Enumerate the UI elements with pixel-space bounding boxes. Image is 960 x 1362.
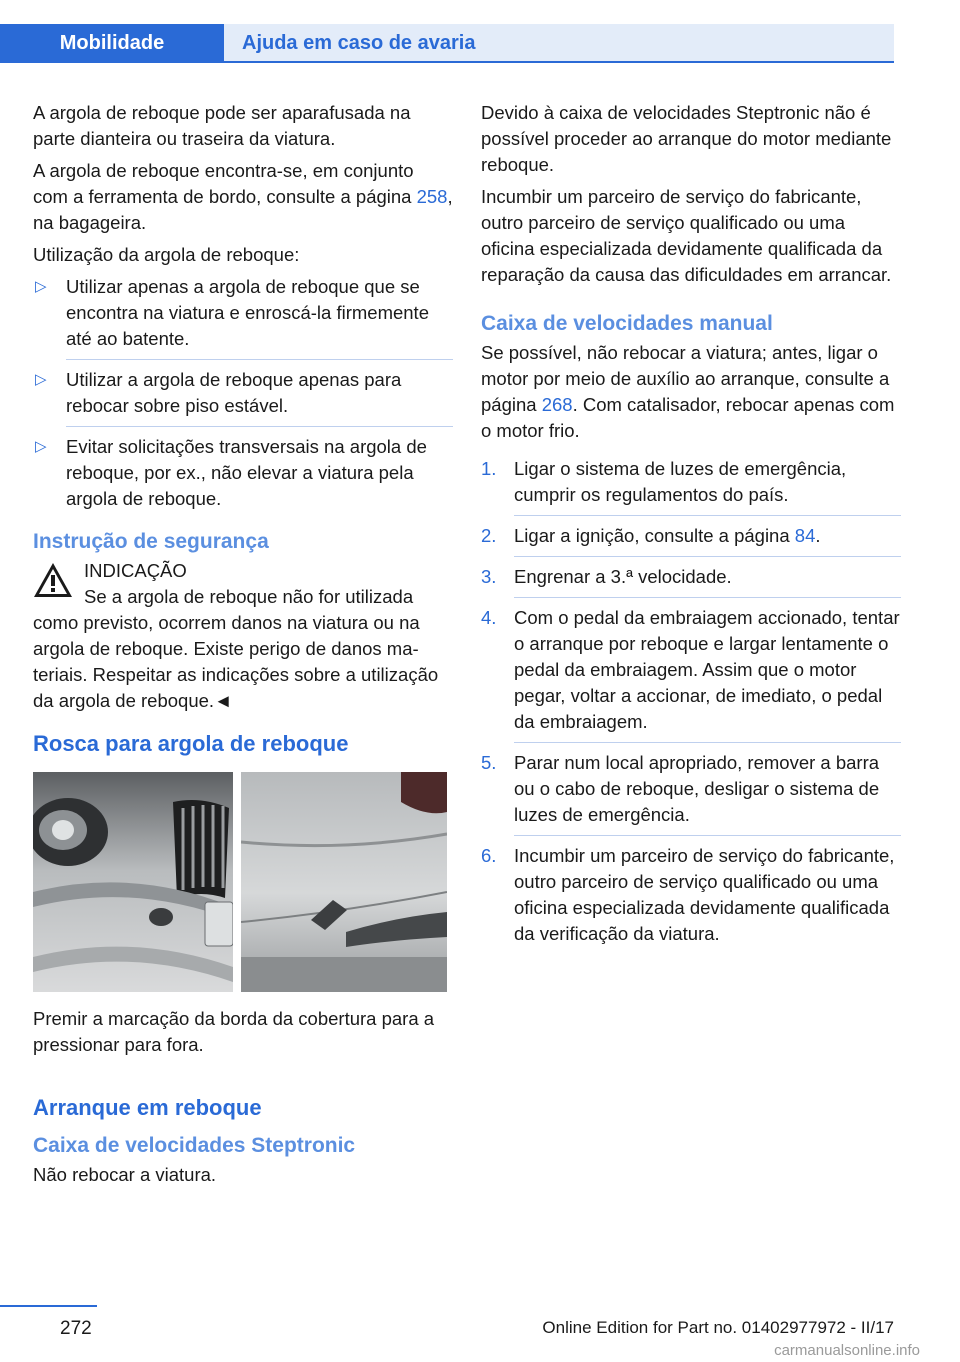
triangle-bullet-icon: ▷	[35, 371, 47, 388]
divider	[514, 742, 901, 743]
step-number: 2.	[481, 525, 497, 546]
list-item: ▷ Evitar solicitações transversais na argola de reboque, por ex., não elevar a viatura pela argola de reboque.	[35, 436, 427, 509]
warning-text-first: Se a argola de reboque não for utilizada	[84, 586, 414, 607]
bullet-list	[33, 274, 453, 512]
step-number: 5.	[481, 752, 497, 773]
paragraph: Utilização da argola de reboque:	[33, 244, 300, 265]
watermark: carmanualsonline.info	[774, 1342, 920, 1359]
section-heading-arranque: Arranque em reboque	[33, 1095, 262, 1120]
paragraph: A argola de reboque encontra-se, em conjunto com a ferramenta de bordo, consulte a página 258, na bagageira.	[33, 160, 453, 233]
warning-triangle-icon	[33, 562, 73, 598]
footer-rule	[0, 1305, 97, 1307]
page-link-258[interactable]: 258	[416, 186, 448, 207]
warning-block	[33, 558, 453, 714]
caption: Premir a marcação da borda da cobertura para a pressionar para fora.	[33, 1008, 435, 1055]
divider	[66, 426, 453, 427]
paragraph: Não rebocar a viatura.	[33, 1164, 217, 1185]
front-bumper-photo	[33, 772, 233, 992]
triangle-bullet-icon: ▷	[35, 438, 47, 455]
list-item: 6. Incumbir um parceiro de serviço do fabricante, outro parceiro de serviço qualificado ou uma oficina especializada devidamente qualificada da verificação da viatura.	[481, 845, 895, 944]
list-item: ▷ Utilizar a argola de reboque apenas para rebocar sobre piso estável.	[35, 369, 402, 416]
triangle-bullet-icon: ▷	[35, 278, 47, 295]
chapter-tab[interactable]: Mobilidade	[0, 24, 224, 62]
list-item: 5. Parar num local apropriado, remover a barra ou o cabo de reboque, desligar o sistema de luzes de emergência.	[481, 752, 880, 825]
step-number: 6.	[481, 845, 497, 866]
list-item: ▷ Utilizar apenas a argola de reboque que se encontra na viatura e enroscá-la firmemente até ao batente.	[35, 276, 429, 349]
section-heading-safety: Instrução de segurança	[33, 530, 269, 553]
header-rule	[0, 61, 894, 63]
list-item: 1. Ligar o sistema de luzes de emergência, cumprir os regulamentos do país.	[481, 458, 847, 505]
list-item: 3. Engrenar a 3.ª velocidade.	[481, 564, 901, 590]
numbered-steps	[481, 456, 901, 947]
page-number: 272	[60, 1318, 92, 1339]
divider	[514, 515, 901, 516]
step-number: 3.	[481, 566, 497, 587]
warning-title: INDICAÇÃO	[84, 560, 187, 581]
list-item: 2. Ligar a ignição, consulte a página 84.	[481, 523, 901, 549]
step-number: 1.	[481, 458, 497, 479]
list-item: 4. Com o pedal da embraiagem accionado, tentar o arranque por reboque e largar lentamente o pedal da embraiagem. Assim que o motor pegar, voltar a accionar, de imediato, o pedal da embraiagem.	[481, 607, 900, 732]
paragraph: Incumbir um parceiro de serviço do fabricante, outro parceiro de serviço qualificado ou uma oficina especializada devidamente qualificada da reparação da causa das dificuldades em arrancar.	[481, 186, 892, 285]
left-column	[33, 100, 453, 1194]
tow-eye-cover-photos	[33, 772, 453, 992]
rear-bumper-photo	[241, 772, 447, 992]
section-heading-manual: Caixa de velocidades manual	[481, 312, 773, 335]
paragraph: Devido à caixa de velocidades Steptronic não é possível proceder ao arranque do motor mediante reboque.	[481, 102, 892, 175]
section-heading-rosca: Rosca para argola de reboque	[33, 731, 349, 756]
divider	[514, 835, 901, 836]
warning-text: como previsto, ocorrem danos na viatura ou na argola de reboque. Existe perigo de danos materiais. Respeitar as indicações sobre a utilização da argola de reboque.◄	[33, 612, 439, 711]
step-number: 4.	[481, 607, 497, 628]
section-tab[interactable]: Ajuda em caso de avaria	[224, 24, 894, 62]
right-column	[481, 100, 901, 954]
paragraph: Se possível, não rebocar a viatura; antes, ligar o motor por meio de auxílio ao arranque, consulte a página 268. Com catalisador, rebocar apenas com o motor frio.	[481, 342, 895, 441]
divider	[66, 359, 453, 360]
page-link-268[interactable]: 268	[541, 394, 573, 415]
page-link-84[interactable]: 84	[794, 525, 816, 546]
section-heading-steptronic: Caixa de velocidades Steptronic	[33, 1134, 356, 1157]
edition-note: Online Edition for Part no. 01402977972 - II/17	[542, 1318, 894, 1337]
divider	[514, 597, 901, 598]
divider	[514, 556, 901, 557]
paragraph: A argola de reboque pode ser aparafusada na parte dianteira ou traseira da viatura.	[33, 102, 411, 149]
